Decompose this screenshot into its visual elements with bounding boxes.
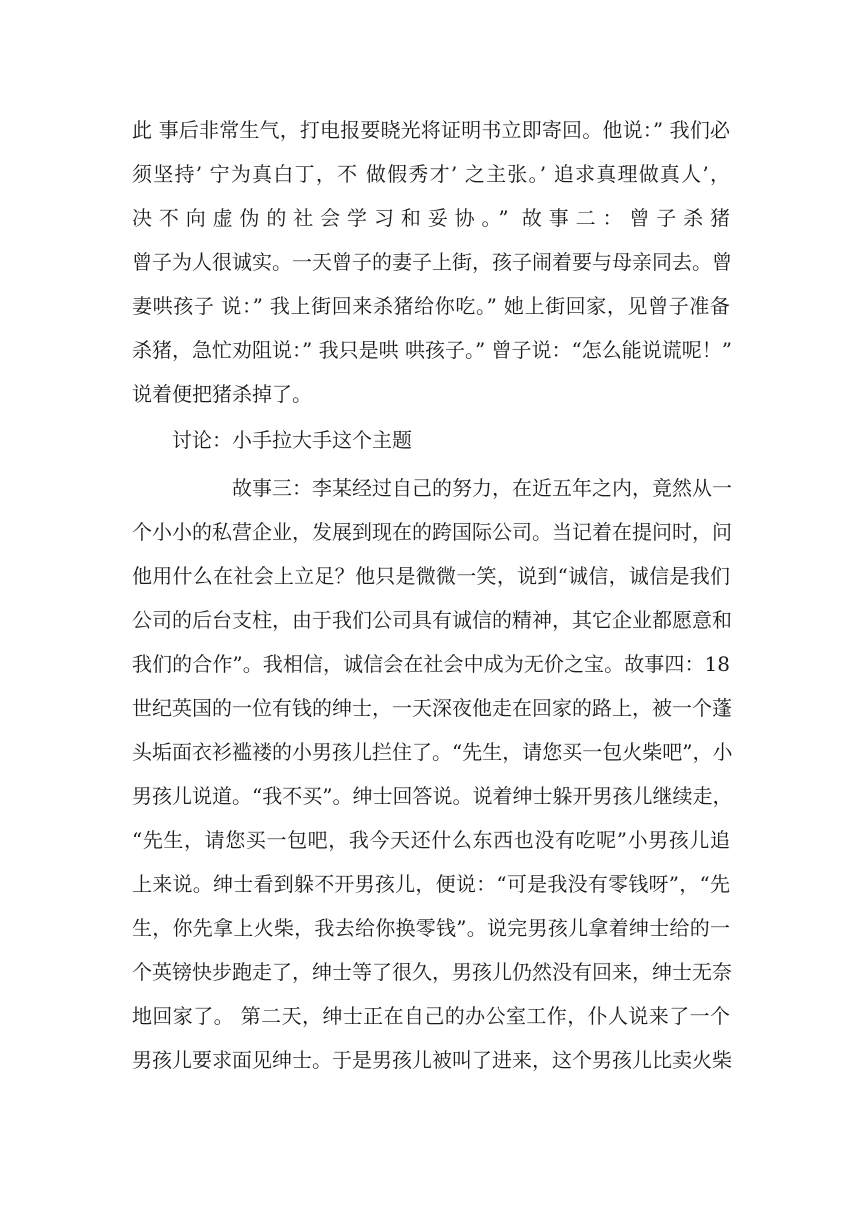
text-line: 世纪英国的一位有钱的绅士，一天深夜他走在回家的路上，被一个蓬 [132,696,732,720]
text-line: 公司的后台支柱，由于我们公司具有诚信的精神，其它企业都愿意和 [132,608,732,632]
text-line: 男孩儿要求面见绅士。于是男孩儿被叫了进来，这个男孩儿比卖火柴 [132,1048,732,1072]
text-line: 地回家了。 第二天，绅士正在自己的办公室工作，仆人说来了一个 [132,1004,730,1028]
text-line: 说着便把猪杀掉了。 [132,382,312,406]
text-line: 上来说。绅士看到躲不开男孩儿，便说：“可是我没有零钱呀”，“先 [132,872,730,896]
text-line: 此 事后非常生气，打电报要晓光将证明书立即寄回。他说：” 我们必 [132,118,730,142]
discussion-heading: 讨论：小手拉大手这个主题 [172,428,412,452]
text-line: 曾子为人很诚实。一天曾子的妻子上街，孩子闹着要与母亲同去。曾 [132,250,732,274]
text-line: 他用什么在社会上立足？他只是微微一笑，说到“诚信，诚信是我们 [132,564,730,588]
text-line: 杀猪，急忙劝阻说：” 我只是哄 哄孩子。” 曾子说：“怎么能说谎呢！” [132,338,732,362]
text-line: 个英镑快步跑走了，绅士等了很久，男孩儿仍然没有回来，绅士无奈 [132,960,732,984]
text-line: “先生，请您买一包吧，我今天还什么东西也没有吃呢”小男孩儿追 [132,828,730,852]
text-line: 故事三：李某经过自己的努力，在近五年之内，竟然从一 [232,476,732,500]
text-line: 妻哄孩子 说：” 我上街回来杀猪给你吃。” 她上街回家，见曾子准备 [132,294,730,318]
text-line: 个小小的私营企业，发展到现在的跨国际公司。当记着在提问时，问 [132,520,732,544]
text-line: 男孩儿说道。“我不买”。绅士回答说。说着绅士躲开男孩儿继续走， [132,784,733,808]
text-line: 生，你先拿上火柴，我去给你换零钱”。说完男孩儿拿着绅士给的一 [132,916,730,940]
text-line: 头垢面衣衫褴褛的小男孩儿拦住了。“先生，请您买一包火柴吧”，小 [132,740,733,764]
text-line: 须坚持’ 宁为真白丁，不 做假秀才’ 之主张。’ 追求真理做真人’， [132,162,730,186]
text-line: 决不向虚伪的社会学习和妥协。” 故事二：曾子杀猪 [132,206,730,230]
text-line: 我们的合作”。我相信，诚信会在社会中成为无价之宝。故事四：18 [132,652,730,676]
